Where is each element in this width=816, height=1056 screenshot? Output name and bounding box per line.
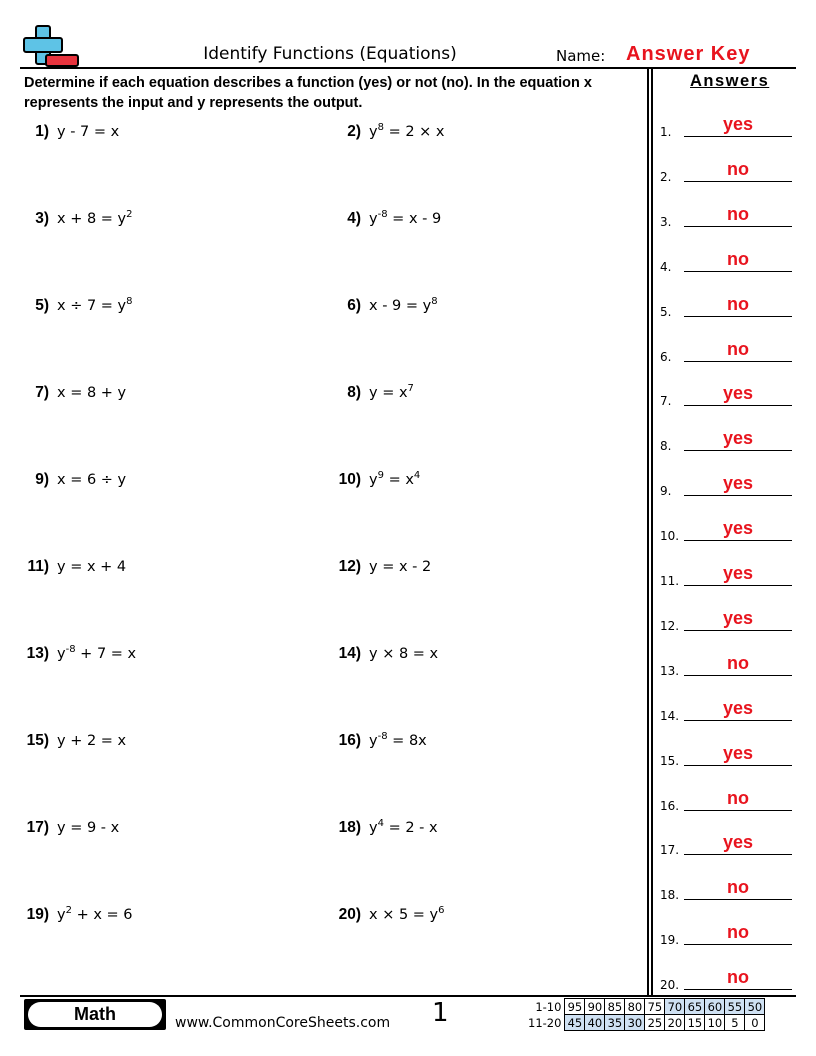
answer-value: yes (722, 428, 754, 449)
answer-line (684, 854, 792, 855)
answer-line (684, 316, 792, 317)
problem-equation (369, 646, 438, 662)
score-cell: 55 (725, 999, 745, 1015)
answer-line (684, 765, 792, 766)
score-cell: 10 (705, 1015, 725, 1031)
answer-row (660, 787, 794, 813)
problem-number: 10) (338, 471, 361, 488)
score-row (526, 1015, 765, 1031)
answer-value: no (727, 787, 749, 808)
score-cell: 85 (605, 999, 625, 1015)
score-row (526, 999, 765, 1015)
equation-text: y = x (369, 385, 408, 401)
problem-equation (369, 472, 420, 488)
problem-equation (369, 298, 438, 314)
score-cell: 75 (645, 999, 665, 1015)
website-link: www.CommonCoreSheets.com (175, 1015, 391, 1031)
problem-number: 19) (26, 906, 49, 923)
equation-text: y (369, 472, 378, 488)
equation-text: y (369, 124, 378, 140)
equation-text: y (57, 646, 66, 662)
equation-text: = x - 9 (387, 211, 442, 227)
problem-number: 8) (347, 384, 361, 401)
answer-value: yes (722, 114, 754, 134)
answer-line (684, 226, 792, 227)
problem-item (336, 383, 414, 402)
problem-number: 1) (35, 123, 49, 140)
problem-equation (57, 472, 126, 488)
problem-equation (57, 907, 133, 923)
answer-value: yes (722, 697, 754, 718)
problem-item (336, 644, 438, 663)
column-divider (647, 69, 649, 995)
answer-value: no (727, 158, 749, 179)
problem-item (24, 209, 133, 228)
problem-number: 14) (338, 645, 361, 662)
answer-line (684, 495, 792, 496)
problem-number: 3) (35, 210, 49, 227)
answer-row (660, 428, 794, 454)
answer-row (660, 607, 794, 633)
problem-number: 9) (35, 471, 49, 488)
subject-label: Math (28, 1002, 162, 1027)
score-cell: 45 (565, 1015, 585, 1031)
answer-row (660, 203, 794, 229)
equation-exponent: -8 (377, 209, 388, 220)
problem-number: 12) (338, 558, 361, 575)
answer-number: 9. (660, 484, 672, 499)
problem-equation (369, 559, 431, 575)
answer-line (684, 271, 792, 272)
problem-equation (57, 559, 126, 575)
problem-number: 20) (338, 906, 361, 923)
answer-line (684, 585, 792, 586)
answer-number: 10. (660, 529, 680, 544)
answer-value: yes (722, 383, 754, 404)
equation-text: x - 9 = y (369, 298, 432, 314)
answer-row (660, 518, 794, 544)
answer-value: yes (722, 832, 754, 853)
equation-exponent: 2 (126, 209, 133, 220)
problem-number: 11) (27, 558, 49, 575)
problem-equation (369, 385, 414, 401)
score-cell: 90 (585, 999, 605, 1015)
answer-value: yes (722, 742, 754, 763)
answer-row (660, 697, 794, 723)
score-cell: 20 (665, 1015, 685, 1031)
problem-number: 6) (347, 297, 361, 314)
score-cell: 40 (585, 1015, 605, 1031)
answer-row (660, 158, 794, 184)
answer-value: yes (722, 473, 754, 494)
problem-item (336, 209, 441, 228)
score-cell: 5 (725, 1015, 745, 1031)
answer-line (684, 361, 792, 362)
equation-exponent: 7 (407, 383, 414, 394)
problem-item (24, 557, 126, 576)
score-cell: 95 (565, 999, 585, 1015)
equation-text: x + 8 = y (57, 211, 127, 227)
score-cell: 60 (705, 999, 725, 1015)
equation-text: = x (383, 472, 414, 488)
answer-value: yes (722, 563, 754, 583)
answer-line (684, 181, 792, 182)
equation-text: y (57, 907, 66, 923)
equation-exponent: 4 (377, 818, 384, 829)
problem-equation (57, 385, 126, 401)
answer-line (684, 405, 792, 406)
answer-line (684, 944, 792, 945)
score-cell: 25 (645, 1015, 665, 1031)
answer-key-label: Answer Key (626, 43, 751, 65)
problem-number: 7) (35, 384, 49, 401)
problem-item (336, 731, 427, 750)
answer-number: 5. (660, 304, 672, 319)
footer-divider (20, 995, 796, 997)
column-divider (651, 69, 653, 995)
problem-item (24, 731, 126, 750)
score-cell: 80 (625, 999, 645, 1015)
answer-value: no (727, 203, 749, 224)
problem-number: 15) (26, 732, 49, 749)
equation-text: y (369, 211, 378, 227)
answer-number: 14. (660, 708, 680, 723)
problem-number: 18) (338, 819, 361, 836)
score-cell: 65 (685, 999, 705, 1015)
answer-row (660, 742, 794, 768)
answer-number: 16. (660, 798, 680, 813)
answer-row (660, 248, 794, 274)
problem-number: 16) (338, 732, 361, 749)
answer-number: 13. (660, 663, 680, 678)
equation-exponent: 8 (377, 122, 384, 133)
answer-value: no (727, 922, 749, 943)
equation-exponent: 6 (438, 905, 445, 916)
problem-item (24, 383, 126, 402)
score-table (526, 998, 765, 1031)
problem-item (336, 296, 438, 315)
score-cell: 15 (685, 1015, 705, 1031)
equation-text: x = 8 + y (57, 385, 127, 401)
page-number: 1 (432, 998, 449, 1028)
score-cell: 70 (665, 999, 685, 1015)
answer-value: no (727, 248, 749, 269)
answer-line (684, 989, 792, 990)
answer-value: no (727, 967, 749, 988)
score-cell: 35 (605, 1015, 625, 1031)
answer-line (684, 136, 792, 137)
answers-heading: Answers (690, 72, 770, 90)
answer-line (684, 720, 792, 721)
problem-equation (369, 733, 427, 749)
equation-text: x ÷ 7 = y (57, 298, 127, 314)
equation-text: y = x - 2 (369, 559, 432, 575)
answer-row (660, 293, 794, 319)
equation-exponent: 9 (377, 470, 384, 481)
answer-row (660, 832, 794, 858)
answer-number: 17. (660, 843, 680, 858)
answer-value: yes (722, 607, 754, 628)
problem-number: 13) (26, 645, 49, 662)
answer-number: 1. (660, 125, 672, 139)
equation-exponent: 2 (65, 905, 72, 916)
answer-row (660, 652, 794, 678)
problem-equation (57, 646, 136, 662)
answer-number: 15. (660, 753, 680, 768)
answer-value: no (727, 877, 749, 898)
problem-item (336, 818, 438, 837)
equation-text: x × 5 = y (369, 907, 439, 923)
equation-text: y (369, 820, 378, 836)
score-row-label: 1-10 (535, 999, 562, 1014)
score-cell: 0 (745, 1015, 765, 1031)
answer-row (660, 563, 794, 588)
answer-row (660, 922, 794, 948)
score-cell: 30 (625, 1015, 645, 1031)
problem-number: 17) (26, 819, 49, 836)
problem-item (24, 122, 119, 141)
answer-number: 3. (660, 214, 672, 229)
problem-number: 4) (347, 210, 361, 227)
equation-text: + x = 6 (71, 907, 133, 923)
equation-text: y = x + 4 (57, 559, 127, 575)
problem-item (336, 905, 445, 924)
answer-value: yes (722, 518, 754, 539)
worksheet-title: Identify Functions (Equations) (203, 44, 457, 64)
problem-equation (57, 733, 126, 749)
equation-exponent: -8 (377, 731, 388, 742)
problem-item (24, 296, 133, 315)
answer-row (660, 473, 794, 499)
equation-text: y × 8 = x (369, 646, 439, 662)
problem-equation (369, 820, 438, 836)
problem-number: 5) (35, 297, 49, 314)
problem-item (24, 644, 136, 663)
answer-row (660, 383, 794, 409)
header-divider (20, 67, 796, 69)
answer-number: 2. (660, 169, 672, 184)
answer-line (684, 540, 792, 541)
answer-value: no (727, 293, 749, 314)
answer-number: 11. (660, 574, 680, 588)
score-row-label: 11-20 (528, 1015, 562, 1030)
answer-number: 7. (660, 394, 672, 409)
equation-text: = 8x (387, 733, 427, 749)
score-cell: 50 (745, 999, 765, 1015)
problem-equation (57, 211, 133, 227)
answer-line (684, 450, 792, 451)
name-label: Name: (556, 47, 606, 65)
problem-item (24, 905, 133, 924)
answer-row (660, 114, 794, 139)
answer-number: 4. (660, 259, 672, 274)
answer-line (684, 899, 792, 900)
equation-text: y + 2 = x (57, 733, 127, 749)
equation-text: = 2 - x (383, 820, 438, 836)
problem-item (336, 470, 420, 489)
equation-text: = 2 × x (383, 124, 445, 140)
problem-item (336, 122, 445, 141)
answer-value: no (727, 652, 749, 673)
problem-item (24, 470, 126, 489)
answer-row (660, 877, 794, 903)
instructions: Determine if each equation describes a function (yes) or not (no). In the equation x represents the input and y represents the output. (24, 75, 592, 111)
equation-text: y = 9 - x (57, 820, 120, 836)
equation-text: x = 6 ÷ y (57, 472, 127, 488)
problem-equation (369, 907, 445, 923)
problem-equation (57, 820, 119, 836)
answer-number: 20. (660, 978, 680, 993)
problem-number: 2) (347, 123, 361, 140)
answer-number: 12. (660, 618, 680, 633)
equation-text: + 7 = x (75, 646, 137, 662)
equation-exponent: 8 (431, 296, 438, 307)
answer-number: 6. (660, 349, 672, 364)
answer-value: no (727, 338, 749, 359)
problem-item (24, 818, 119, 837)
answer-line (684, 810, 792, 811)
answer-row (660, 967, 794, 993)
answer-number: 18. (660, 888, 680, 903)
subject-badge (24, 999, 166, 1030)
answer-line (684, 630, 792, 631)
problem-equation (57, 298, 133, 314)
answer-number: 8. (660, 439, 672, 454)
problem-equation (369, 124, 445, 140)
equation-text: y (369, 733, 378, 749)
problem-equation (369, 211, 441, 227)
equation-text: y - 7 = x (57, 124, 120, 140)
problem-equation (57, 124, 119, 140)
equation-exponent: 8 (126, 296, 133, 307)
answer-number: 19. (660, 933, 680, 948)
equation-exponent: 4 (413, 470, 421, 481)
equation-exponent: -8 (65, 644, 76, 655)
answer-line (684, 675, 792, 676)
problem-item (336, 557, 431, 576)
answer-row (660, 338, 794, 364)
